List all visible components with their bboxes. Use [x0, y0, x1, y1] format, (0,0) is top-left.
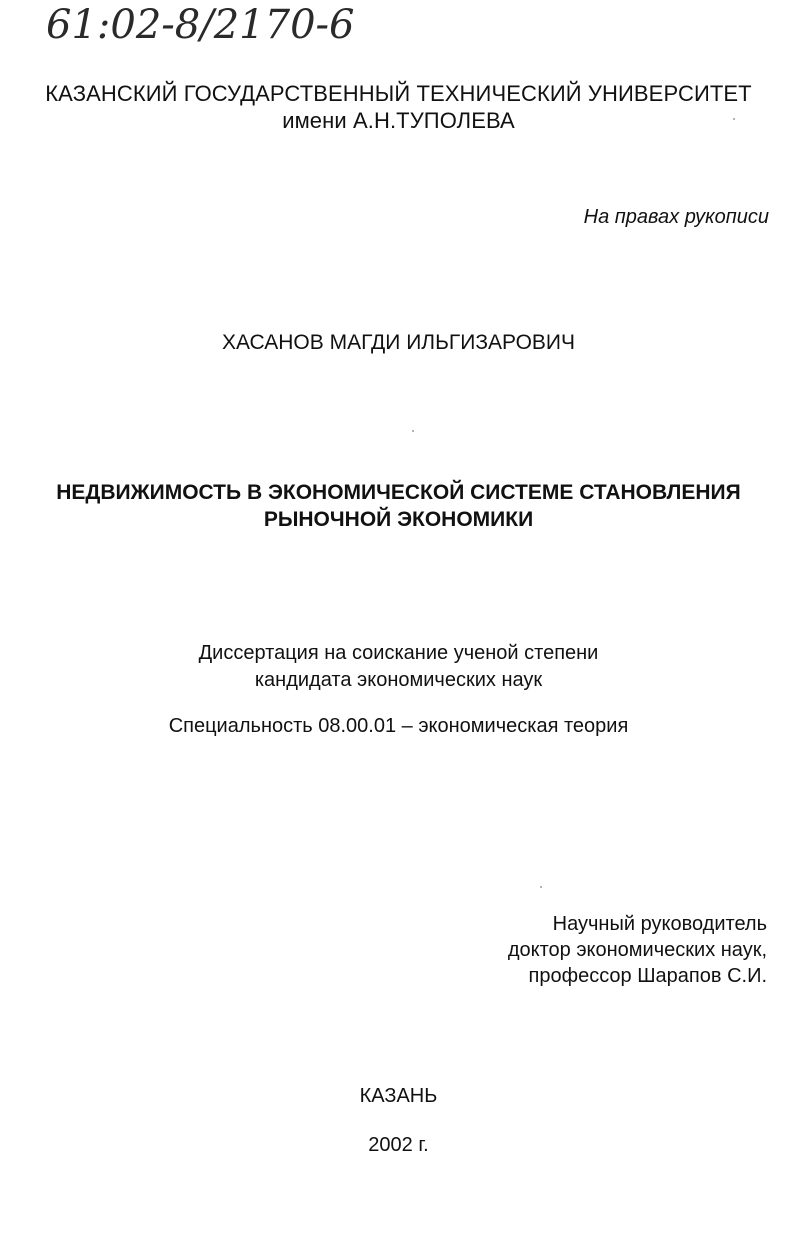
scan-speck [412, 430, 414, 432]
degree-statement [0, 640, 797, 694]
city-name: КАЗАНЬ [359, 1085, 438, 1107]
university-line-1: КАЗАНСКИЙ ГОСУДАРСТВЕННЫЙ ТЕХНИЧЕСКИЙ УНИВЕРСИТЕТ [45, 81, 752, 106]
scientific-supervisor [508, 911, 767, 989]
manuscript-rights-note: На правах рукописи [583, 206, 769, 228]
handwritten-archive-code [42, 0, 402, 48]
year-text: 2002 г. [368, 1134, 429, 1156]
specialty-line: Специальность 08.00.01 – экономическая теория [168, 715, 629, 737]
scan-speck [540, 886, 542, 888]
supervisor-line-3: профессор Шарапов С.И. [528, 965, 767, 987]
supervisor-line-2: доктор экономических наук, [507, 939, 767, 961]
degree-line-2: кандидата экономических наук [254, 669, 543, 691]
title-line-2: РЫНОЧНОЙ ЭКОНОМИКИ [263, 508, 534, 531]
university-line-2: имени А.Н.ТУПОЛЕВА [282, 108, 515, 133]
degree-line-1: Диссертация на соискание ученой степени [198, 642, 599, 664]
author-name: ХАСАНОВ МАГДИ ИЛЬГИЗАРОВИЧ [221, 331, 575, 354]
university-name [0, 80, 797, 134]
handwritten-code-text: 61:02-8/2170-6 [46, 2, 355, 48]
dissertation-title [0, 479, 797, 533]
scan-speck [733, 118, 735, 120]
supervisor-line-1: Научный руководитель [552, 913, 767, 935]
title-line-1: НЕДВИЖИМОСТЬ В ЭКОНОМИЧЕСКОЙ СИСТЕМЕ СТАНОВЛЕНИЯ [56, 481, 741, 504]
